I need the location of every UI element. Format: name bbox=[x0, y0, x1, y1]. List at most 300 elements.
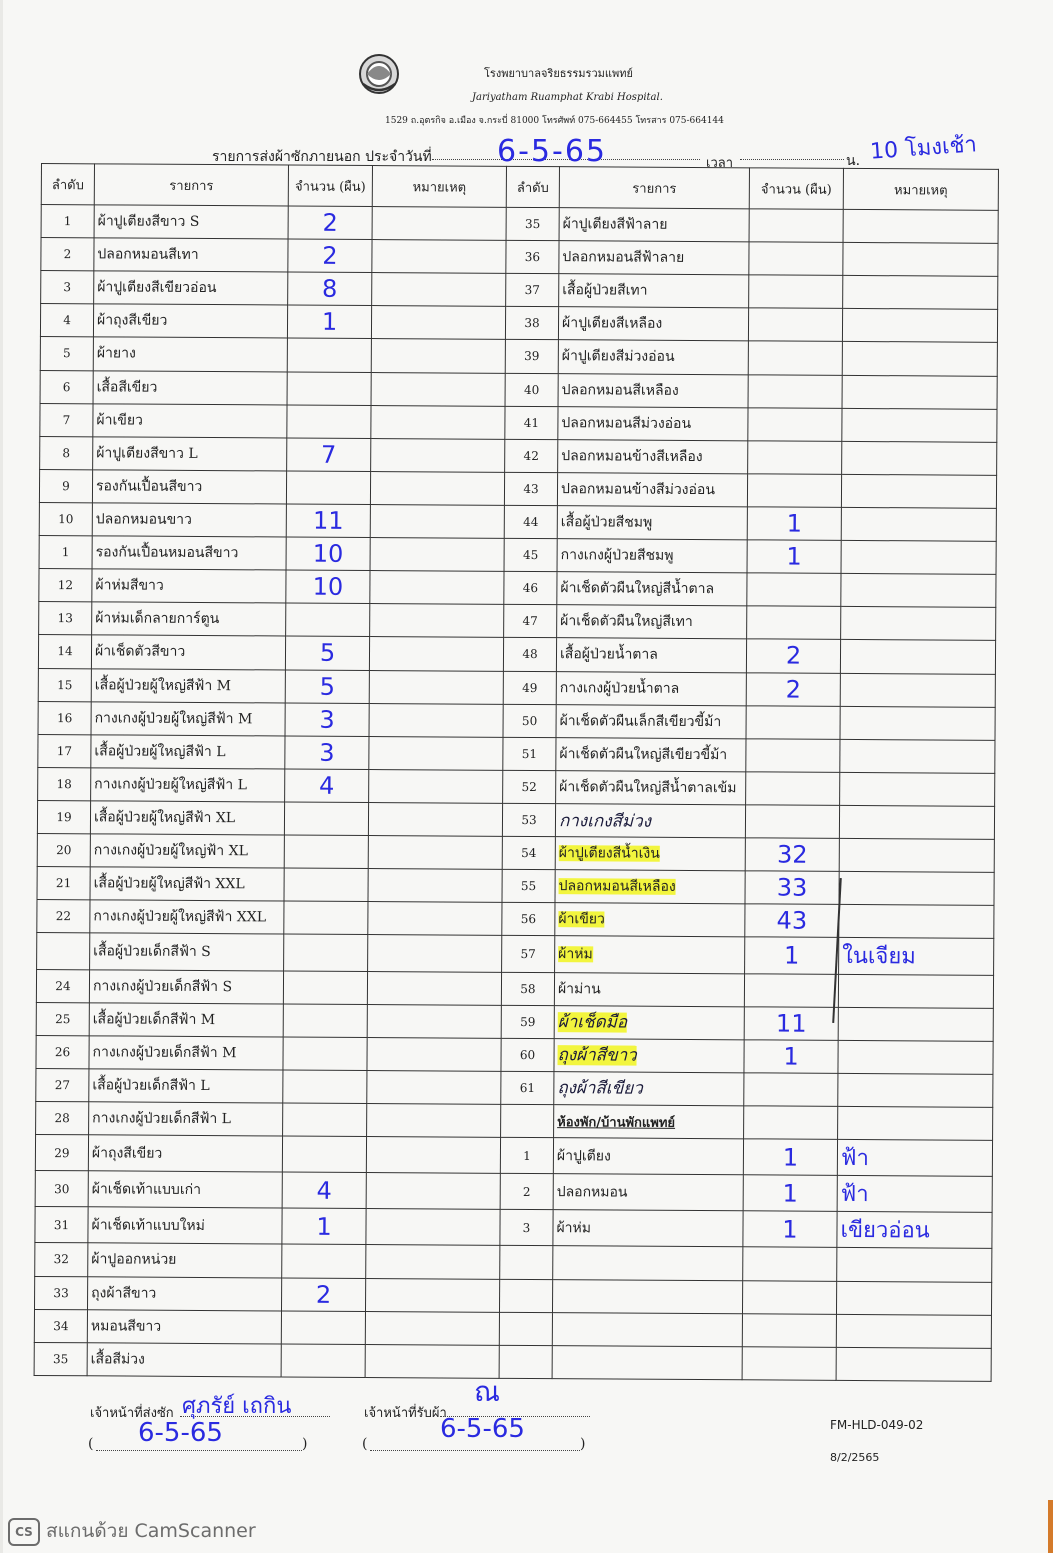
item-quantity-text: 11 bbox=[312, 506, 344, 535]
item-name-text: ปลอกหมอนขาว bbox=[95, 511, 192, 528]
item-name-text: กางเกงผู้ป่วยผู้ใหญ่สีฟ้า M bbox=[94, 710, 253, 727]
scan-edge-mark bbox=[1048, 1500, 1053, 1553]
item-number bbox=[39, 469, 92, 502]
item-remark bbox=[841, 540, 996, 574]
sender-paren-open: ( bbox=[88, 1436, 94, 1452]
item-name bbox=[91, 701, 285, 735]
item-name bbox=[87, 1309, 281, 1343]
item-number-text: 1 bbox=[523, 1148, 531, 1163]
time-handwritten: 10 โมงเช้า bbox=[869, 132, 978, 165]
item-name bbox=[88, 1171, 282, 1208]
item-remark bbox=[842, 408, 997, 442]
item-name-text: เสื้อผู้ป่วยผู้ใหญ่สีฟ้า XXL bbox=[93, 875, 245, 893]
item-name-text: กางเกงผู้ป่วยเด็กสีฟ้า S bbox=[92, 977, 233, 995]
item-name bbox=[554, 1071, 744, 1105]
item-quantity bbox=[288, 272, 372, 306]
item-quantity bbox=[285, 636, 369, 670]
item-remark bbox=[371, 438, 505, 472]
col-item-left: รายการ bbox=[94, 164, 288, 206]
item-quantity bbox=[744, 1073, 838, 1107]
item-name-text: ถุงผ้าสีเขียว bbox=[557, 1078, 643, 1100]
item-number-text: 60 bbox=[519, 1047, 536, 1062]
item-remark bbox=[836, 1347, 991, 1381]
item-number bbox=[41, 238, 94, 271]
item-remark bbox=[839, 872, 994, 906]
item-name-text: ผ้าเช็ดตัวสีขาว bbox=[94, 643, 186, 661]
item-number-text: 6 bbox=[62, 379, 71, 394]
col-remark-right: หมายเหตุ bbox=[843, 168, 998, 210]
item-name bbox=[554, 1005, 744, 1039]
item-name-text: เสื้อผู้ป่วยผู้ใหญ่สีฟ้า XL bbox=[93, 809, 236, 827]
item-quantity bbox=[746, 672, 840, 706]
item-quantity bbox=[748, 341, 842, 375]
item-name-text: ผ้าปูเตียงสีขาว S bbox=[97, 213, 200, 231]
item-name bbox=[94, 238, 288, 272]
item-number-text: 13 bbox=[57, 611, 73, 626]
item-number-text: 61 bbox=[519, 1080, 536, 1095]
item-name-text: เสื้อผู้ป่วยเด็กสีฟ้า S bbox=[93, 943, 211, 961]
table-row bbox=[35, 1135, 992, 1177]
item-name-text: ผ้าปูเตียงสีเขียวอ่อน bbox=[97, 279, 217, 297]
item-name-text: ผ้าถุงสีเขียว bbox=[96, 312, 168, 330]
item-number-text: 14 bbox=[57, 644, 73, 659]
item-quantity bbox=[747, 474, 841, 508]
item-name-text: ผ้าปูเตียง bbox=[556, 1147, 611, 1165]
item-name-text: รองกันเปื้อนหมอนสีขาว bbox=[95, 544, 239, 562]
hospital-name-thai: โรงพยาบาลจริยธรรมรวมแพทย์ bbox=[484, 67, 633, 80]
item-name-text: ปลอกหมอนข้างสีม่วงอ่อน bbox=[560, 481, 715, 499]
col-remark-left: หมายเหตุ bbox=[372, 166, 506, 208]
item-name bbox=[558, 406, 748, 440]
item-remark bbox=[842, 441, 997, 475]
item-number-text: 1 bbox=[63, 214, 72, 229]
item-name-text: กางเกงผู้ป่วยผู้ใหญ่สีฟ้า L bbox=[94, 776, 247, 794]
item-quantity bbox=[287, 305, 371, 339]
item-number bbox=[500, 1137, 553, 1173]
item-number bbox=[36, 1002, 89, 1035]
item-quantity-text: 5 bbox=[319, 639, 336, 668]
item-name bbox=[88, 1243, 282, 1277]
item-number bbox=[503, 671, 556, 704]
item-name bbox=[89, 969, 283, 1003]
item-quantity bbox=[284, 802, 368, 836]
item-name bbox=[92, 569, 286, 603]
form-number: FM-HLD-049-02 bbox=[830, 1418, 924, 1432]
item-number-text: 55 bbox=[520, 879, 537, 894]
item-quantity bbox=[748, 308, 842, 342]
item-number bbox=[36, 1101, 89, 1134]
item-remark bbox=[840, 673, 995, 707]
item-quantity-text: 1 bbox=[782, 1143, 799, 1172]
item-name-text: เสื้อผู้ป่วยเด็กสีฟ้า M bbox=[92, 1011, 216, 1028]
item-name-text: เสื้อผู้ป่วยสีชมพู bbox=[560, 514, 653, 531]
item-name bbox=[554, 1105, 744, 1139]
item-number-text: 8 bbox=[62, 445, 71, 460]
item-remark bbox=[841, 474, 996, 508]
item-name-text: ผ้าเขียว bbox=[558, 911, 605, 928]
item-name bbox=[559, 208, 749, 242]
item-quantity bbox=[281, 1311, 365, 1345]
item-name-text: ผ้าเช็ดตัวผืนใหญ่สีน้ำตาลเข้ม bbox=[559, 779, 737, 797]
item-quantity bbox=[748, 374, 842, 408]
item-remark bbox=[371, 306, 505, 340]
item-name-text: เสื้อผู้ป่วยผู้ใหญ่สีฟ้า M bbox=[94, 676, 232, 694]
item-number-text: 47 bbox=[522, 614, 538, 629]
item-number-text: 50 bbox=[521, 713, 538, 728]
item-number bbox=[503, 704, 556, 737]
item-quantity bbox=[283, 1070, 367, 1104]
receiver-signature: ณ bbox=[474, 1375, 500, 1408]
item-name-text: ปลอกหมอนข้างสีเหลือง bbox=[561, 447, 703, 465]
item-number-text: 37 bbox=[524, 283, 540, 298]
item-number-text: 10 bbox=[58, 512, 74, 527]
item-number bbox=[39, 536, 92, 569]
item-quantity-text: 3 bbox=[319, 738, 335, 767]
item-quantity bbox=[286, 570, 370, 604]
item-remark bbox=[840, 739, 995, 773]
item-number bbox=[501, 972, 554, 1005]
time-label: เวลา bbox=[706, 156, 734, 171]
item-name bbox=[553, 1138, 743, 1175]
form-title: รายการส่งผ้าซักภายนอก ประจำวันที่ bbox=[212, 149, 432, 165]
item-number bbox=[501, 1038, 554, 1071]
item-quantity bbox=[284, 835, 368, 869]
item-number-text: 53 bbox=[521, 812, 537, 828]
item-number bbox=[37, 834, 90, 867]
item-number-text: 35 bbox=[524, 217, 541, 232]
item-quantity bbox=[285, 769, 369, 803]
item-quantity-text: 2 bbox=[785, 642, 802, 671]
item-name-text: เสื้อสีม่วง bbox=[90, 1351, 145, 1368]
item-name bbox=[91, 735, 285, 769]
item-number-text: 16 bbox=[56, 710, 73, 725]
item-number bbox=[38, 767, 91, 800]
item-quantity bbox=[743, 1211, 837, 1248]
item-number-text: 30 bbox=[54, 1181, 70, 1196]
item-number-text: 3 bbox=[522, 1220, 531, 1235]
item-number-text: 34 bbox=[53, 1318, 69, 1333]
item-number bbox=[501, 1005, 554, 1038]
item-remark bbox=[836, 1314, 991, 1348]
item-number-text: 39 bbox=[524, 349, 540, 364]
receiver-paren-open: ( bbox=[362, 1436, 368, 1452]
item-remark bbox=[837, 1176, 992, 1213]
item-number bbox=[37, 800, 90, 833]
item-remark bbox=[838, 1040, 993, 1074]
item-number bbox=[37, 900, 90, 933]
item-number-text: 31 bbox=[53, 1217, 70, 1233]
item-name bbox=[557, 605, 747, 639]
item-number bbox=[40, 304, 93, 337]
item-quantity bbox=[742, 1313, 836, 1347]
item-number-text: 29 bbox=[54, 1145, 70, 1160]
item-quantity-text: 1 bbox=[786, 542, 802, 571]
item-name-text: ผ้าห่มเด็กลายการ์ตูน bbox=[95, 610, 220, 628]
item-name bbox=[559, 274, 749, 308]
item-quantity bbox=[749, 209, 843, 243]
item-name bbox=[90, 834, 284, 868]
hospital-address: 1529 ถ.อุตรกิจ อ.เมือง จ.กระบี่ 81000 โทรศัพท์ 075-664455 โทรสาร 075-664144 bbox=[385, 116, 724, 126]
item-number-text: 57 bbox=[520, 946, 536, 961]
item-quantity-text: 43 bbox=[776, 906, 808, 936]
item-remark bbox=[370, 505, 504, 539]
item-remark bbox=[367, 971, 501, 1005]
item-number bbox=[505, 340, 558, 373]
item-quantity bbox=[282, 1208, 366, 1245]
item-number-text: 18 bbox=[56, 777, 72, 792]
item-name bbox=[553, 1210, 743, 1247]
item-name bbox=[93, 370, 287, 404]
item-number-text: 27 bbox=[54, 1077, 71, 1093]
item-quantity-text: 4 bbox=[318, 771, 335, 800]
item-name bbox=[92, 470, 286, 504]
item-name bbox=[93, 403, 287, 437]
item-name bbox=[92, 503, 286, 537]
item-name-text: กางเกงผู้ป่วยผู้ใหญ่สีฟ้า XXL bbox=[93, 908, 267, 926]
table-row bbox=[37, 933, 994, 975]
item-name-text: ผ้าเช็ดมือ bbox=[557, 1012, 628, 1033]
item-number-text: 38 bbox=[524, 316, 540, 331]
item-number bbox=[501, 1071, 554, 1104]
item-remark bbox=[839, 905, 994, 939]
item-number-text: 9 bbox=[62, 479, 70, 494]
receiver-label: เจ้าหน้าที่รับผ้า bbox=[364, 1406, 447, 1421]
item-quantity bbox=[283, 1103, 367, 1137]
item-quantity bbox=[745, 871, 839, 905]
item-name bbox=[555, 837, 745, 871]
item-quantity bbox=[745, 937, 839, 974]
time-unit: น. bbox=[846, 153, 861, 169]
item-name bbox=[90, 900, 284, 934]
item-remark bbox=[371, 339, 505, 373]
item-quantity bbox=[281, 1277, 365, 1311]
item-name-text: ถุงผ้าสีขาว bbox=[557, 1045, 637, 1066]
item-quantity bbox=[746, 739, 840, 773]
item-quantity-text: 2 bbox=[315, 1280, 332, 1309]
item-remark bbox=[841, 607, 996, 641]
laundry-table bbox=[34, 163, 999, 1382]
item-number-text: 36 bbox=[524, 250, 541, 265]
item-quantity-text: 11 bbox=[775, 1009, 807, 1038]
item-number-text: 24 bbox=[55, 978, 71, 993]
item-quantity bbox=[282, 1136, 366, 1173]
item-quantity bbox=[285, 670, 369, 704]
item-number bbox=[35, 1171, 88, 1207]
item-number bbox=[39, 602, 92, 635]
item-number bbox=[504, 505, 557, 538]
item-name bbox=[88, 1135, 282, 1172]
item-number bbox=[504, 572, 557, 605]
item-number bbox=[503, 770, 556, 803]
item-number bbox=[506, 274, 559, 307]
item-number bbox=[499, 1279, 552, 1312]
item-remark bbox=[369, 637, 503, 671]
item-quantity bbox=[743, 1139, 837, 1176]
camscanner-text: สแกนด้วย CamScanner bbox=[46, 1520, 256, 1542]
item-remark bbox=[837, 1139, 992, 1176]
item-number bbox=[506, 207, 559, 240]
item-remark bbox=[841, 574, 996, 608]
item-number bbox=[504, 538, 557, 571]
item-name-text: เสื้อผู้ป่วยผู้ใหญ่สีฟ้า L bbox=[94, 743, 226, 760]
item-quantity-text: 3 bbox=[319, 705, 335, 734]
item-quantity bbox=[288, 239, 372, 273]
item-remark bbox=[366, 1245, 500, 1279]
item-quantity bbox=[285, 736, 369, 770]
item-number bbox=[34, 1276, 87, 1309]
item-quantity bbox=[749, 275, 843, 309]
item-name-text: กางเกงผู้ป่วยเด็กสีฟ้า L bbox=[92, 1110, 232, 1128]
item-remark bbox=[842, 375, 997, 409]
item-quantity bbox=[284, 934, 368, 971]
item-quantity bbox=[743, 1175, 837, 1212]
item-quantity bbox=[284, 868, 368, 902]
item-remark bbox=[839, 805, 994, 839]
item-name-text: ผ้าเช็ดตัวผืนเล็กสีเขียวขี้ม้า bbox=[559, 712, 722, 730]
item-number bbox=[502, 870, 555, 903]
item-remark-text: ในเจียม bbox=[842, 944, 916, 970]
col-qty-left: จำนวน (ผืน) bbox=[288, 165, 372, 207]
item-number bbox=[504, 472, 557, 505]
item-quantity bbox=[283, 971, 367, 1005]
item-quantity bbox=[749, 242, 843, 276]
item-name bbox=[557, 539, 747, 573]
col-no-right: ลำดับ bbox=[506, 166, 559, 207]
item-name bbox=[91, 768, 285, 802]
item-remark bbox=[371, 405, 505, 439]
item-number bbox=[502, 903, 555, 936]
item-name-text: ผ้าเช็ดตัวผืนใหญ่สีเทา bbox=[560, 613, 693, 631]
item-number bbox=[501, 1104, 554, 1137]
item-number bbox=[40, 436, 93, 469]
item-quantity bbox=[287, 338, 371, 372]
item-quantity-text: 1 bbox=[783, 1042, 799, 1071]
item-name bbox=[91, 668, 285, 702]
item-name-text: ผ้าปูเตียงสีม่วงอ่อน bbox=[561, 348, 675, 366]
item-name bbox=[89, 1002, 283, 1036]
sender-name-handwritten: ศุภรัย์ เถกิน bbox=[182, 1394, 292, 1419]
item-number bbox=[35, 1207, 88, 1243]
item-remark bbox=[372, 273, 506, 307]
item-quantity bbox=[286, 537, 370, 571]
sender-date-handwritten: 6-5-65 bbox=[138, 1418, 223, 1448]
item-name bbox=[554, 1038, 744, 1072]
item-quantity bbox=[282, 1244, 366, 1278]
item-name bbox=[558, 373, 748, 407]
item-quantity bbox=[747, 540, 841, 574]
item-remark bbox=[369, 769, 503, 803]
item-number-text: 58 bbox=[520, 981, 536, 996]
item-name bbox=[553, 1174, 743, 1211]
item-remark bbox=[372, 240, 506, 274]
item-number bbox=[37, 867, 90, 900]
item-name bbox=[558, 307, 748, 341]
item-name bbox=[552, 1312, 742, 1346]
item-quantity-text: 33 bbox=[776, 873, 808, 902]
item-quantity-text: 2 bbox=[322, 241, 338, 270]
item-number bbox=[40, 370, 93, 403]
item-remark bbox=[372, 207, 506, 241]
item-remark bbox=[838, 1073, 993, 1107]
item-name bbox=[91, 635, 285, 669]
item-number-text: 1 bbox=[61, 545, 70, 560]
item-remark bbox=[841, 507, 996, 541]
item-name bbox=[552, 1279, 742, 1313]
item-quantity-text: 10 bbox=[312, 572, 344, 602]
item-name-text: กางเกงสีม่วง bbox=[558, 810, 652, 832]
item-name bbox=[93, 437, 287, 471]
table-row bbox=[35, 1171, 992, 1213]
item-number bbox=[39, 502, 92, 535]
item-number-text: 7 bbox=[62, 412, 71, 427]
item-number-text: 20 bbox=[56, 843, 72, 858]
item-name bbox=[89, 1069, 283, 1103]
item-quantity bbox=[743, 1247, 837, 1281]
item-number bbox=[38, 701, 91, 734]
item-remark bbox=[836, 1281, 991, 1315]
item-number bbox=[502, 836, 555, 869]
item-name bbox=[94, 205, 288, 239]
item-name bbox=[556, 771, 746, 805]
item-quantity-text: 1 bbox=[782, 1179, 798, 1208]
item-number-text: 28 bbox=[54, 1111, 70, 1126]
item-remark bbox=[838, 1106, 993, 1140]
item-name bbox=[90, 867, 284, 901]
item-remark bbox=[367, 1103, 501, 1137]
item-remark bbox=[840, 640, 995, 674]
form-revision-date: 8/2/2565 bbox=[830, 1451, 880, 1464]
item-name bbox=[88, 1207, 282, 1244]
item-number bbox=[36, 969, 89, 1002]
item-number bbox=[505, 439, 558, 472]
camscanner-logo-icon: CS bbox=[8, 1518, 40, 1546]
item-quantity bbox=[285, 703, 369, 737]
item-quantity bbox=[286, 471, 370, 505]
item-remark bbox=[370, 604, 504, 638]
item-number-text: 33 bbox=[53, 1285, 69, 1300]
item-quantity bbox=[744, 1106, 838, 1140]
item-quantity-text: 1 bbox=[782, 1215, 798, 1244]
item-number bbox=[34, 1309, 87, 1342]
item-number bbox=[505, 406, 558, 439]
item-number bbox=[40, 337, 93, 370]
item-name-text: เสื้อผู้ป่วยสีเทา bbox=[562, 282, 648, 299]
item-quantity bbox=[748, 407, 842, 441]
item-name bbox=[555, 903, 745, 937]
item-name-text: กางเกงผู้ป่วยเด็กสีฟ้า M bbox=[92, 1044, 237, 1061]
item-number-text: 5 bbox=[62, 346, 71, 361]
item-quantity bbox=[747, 507, 841, 541]
item-quantity bbox=[281, 1344, 365, 1378]
item-name bbox=[92, 536, 286, 570]
sender-label: เจ้าหน้าที่ส่งซัก bbox=[90, 1406, 174, 1421]
item-name bbox=[87, 1276, 281, 1310]
item-quantity-text: 7 bbox=[320, 440, 337, 469]
item-number-text: 32 bbox=[53, 1252, 69, 1267]
item-remark bbox=[843, 243, 998, 277]
item-remark bbox=[365, 1311, 499, 1345]
item-remark bbox=[838, 1007, 993, 1041]
item-name bbox=[89, 1102, 283, 1136]
item-remark bbox=[366, 1137, 500, 1174]
item-number bbox=[41, 205, 94, 238]
item-quantity-text: 2 bbox=[322, 208, 338, 237]
item-quantity bbox=[283, 1004, 367, 1038]
item-number bbox=[502, 803, 555, 836]
item-remark bbox=[370, 471, 504, 505]
item-number bbox=[500, 1173, 553, 1209]
item-name-text: ผ้าปูเตียงสีเหลือง bbox=[561, 315, 663, 333]
